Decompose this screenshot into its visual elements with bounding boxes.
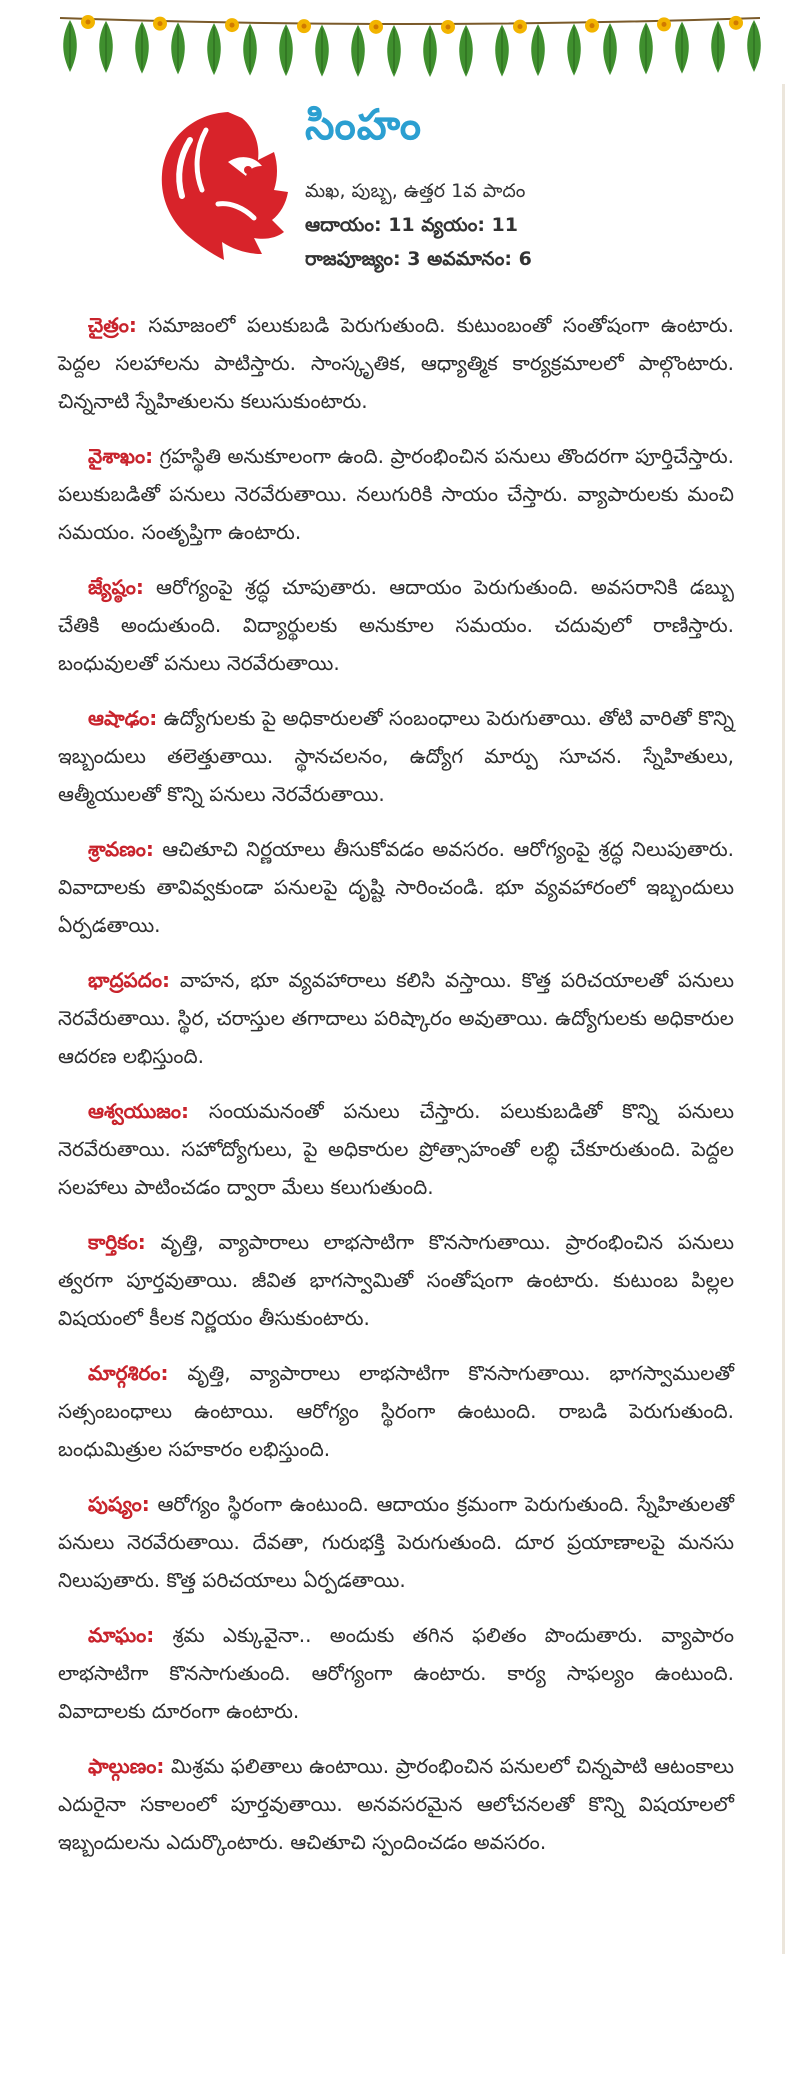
month-name: వైశాఖం: [88, 444, 154, 468]
month-text: వృత్తి, వ్యాపారాలు లాభసాటిగా కొనసాగుతాయి. ప్రారంభించిన పనులు త్వరగా పూర్తవుతాయి. జీవిత భాగస్వామితో సంతోషంగా ఉంటారు. కుటుంబ పిల్లల విషయంలో కీలక నిర్ణయం తీసుకుంటారు. [58, 1230, 735, 1330]
nakshatra-line: మఖ, పుబ్బ, ఉత్తర 1వ పాదం [305, 180, 526, 202]
month-name: మార్గశిరం: [88, 1361, 169, 1385]
month-text: గ్రహస్థితి అనుకూలంగా ఉంది. ప్రారంభించిన పనులు తొందరగా పూర్తిచేస్తారు. పలుకుబడితో పనులు నెరవేరుతాయి. నలుగురికి సాయం చేస్తారు. వ్యాపారులకు మంచి సమయం. సంతృప్తిగా ఉంటారు. [58, 444, 735, 544]
month-name: ఆశ్వయుజం: [88, 1099, 190, 1123]
flower-center [158, 21, 163, 26]
flower-center [302, 24, 307, 29]
month-magham [58, 1616, 734, 1730]
month-bhadrapadam [58, 961, 734, 1075]
flower-center [374, 24, 379, 29]
month-text: వాహన, భూ వ్యవహారాలు కలిసి వస్తాయి. కొత్త పరిచయాలతో పనులు నెరవేరుతాయి. స్థిర, చరాస్తుల తగాదాలు పరిష్కారం అవుతాయి. ఉద్యోగులకు అధికారుల ఆదరణ లభిస్తుంది. [58, 968, 735, 1068]
month-name: ఆషాఢం: [88, 706, 158, 730]
month-name: భాద్రపదం: [88, 968, 171, 992]
flower-center [734, 20, 739, 25]
month-ashadam [58, 699, 734, 813]
month-name: మాఘం: [88, 1623, 155, 1647]
mango-leaf-garland [0, 0, 800, 80]
month-chaitram [58, 306, 734, 420]
flower-center [230, 23, 235, 28]
month-text: శ్రమ ఎక్కువైనా.. అందుకు తగిన ఫలితం పొందుతారు. వ్యాపారం లాభసాటిగా కొనసాగుతుంది. ఆరోగ్యంగా ఉంటారు. కార్య సాఫల్యం ఉంటుంది. వివాదాలకు దూరంగా ఉంటారు. [58, 1623, 734, 1723]
month-name: కార్తికం: [88, 1230, 146, 1254]
month-sravanam [58, 830, 734, 944]
month-text: సమాజంలో పలుకుబడి పెరుగుతుంది. కుటుంబంతో సంతోషంగా ఉంటారు. పెద్దల సలహాలను పాటిస్తారు. సాంస్కృతిక, ఆధ్యాత్మిక కార్యక్రమాలలో పాల్గొంటారు. చిన్ననాటి స్నేహితులను కలుసుకుంటారు. [58, 313, 735, 413]
flower-center [86, 20, 91, 25]
month-phalgunam [58, 1747, 734, 1861]
lion-head-icon [150, 104, 290, 262]
honor-insult-line: రాజపూజ్యం: 3 అవమానం: 6 [305, 248, 532, 270]
month-text: ఉద్యోగులకు పై అధికారులతో సంబంధాలు పెరుగుతాయి. తోటి వారితో కొన్ని ఇబ్బందులు తలెత్తుతాయి. స్థానచలనం, ఉద్యోగ మార్పు సూచన. స్నేహితులు, ఆత్మీయులతో కొన్ని పనులు నెరవేరుతాయి. [58, 706, 734, 806]
month-text: వృత్తి, వ్యాపారాలు లాభసాటిగా కొనసాగుతాయి. భాగస్వాములతో సత్సంబంధాలు ఉంటాయి. ఆరోగ్యం స్థిరంగా ఉంటుంది. రాబడి పెరుగుతుంది. బంధుమిత్రుల సహకారం లభిస్తుంది. [58, 1361, 734, 1461]
income-expense-line: ఆదాయం: 11 వ్యయం: 11 [305, 214, 518, 236]
month-text: మిశ్రమ ఫలితాలు ఉంటాయి. ప్రారంభించిన పనులలో చిన్నపాటి ఆటంకాలు ఎదురైనా సకాలంలో పూర్తవుతాయి. అనవసరమైన ఆలోచనలతో కొన్ని విషయాలలో ఇబ్బందులను ఎదుర్కొంటారు. ఆచితూచి స్పందించడం అవసరం. [58, 1754, 734, 1854]
sign-header [150, 100, 750, 280]
sign-title: సింహం [305, 100, 422, 149]
page-border [782, 84, 785, 1954]
month-karthikam [58, 1223, 734, 1337]
flower-center [662, 22, 667, 27]
month-text: ఆచితూచి నిర్ణయాలు తీసుకోవడం అవసరం. ఆరోగ్యంపై శ్రద్ధ నిలుపుతారు. వివాదాలకు తావివ్వకుండా పనులపై దృష్టి సారించండి. భూ వ్యవహారంలో ఇబ్బందులు ఏర్పడతాయి. [58, 837, 735, 937]
month-margasiram [58, 1354, 734, 1468]
month-aswayujam [58, 1092, 734, 1206]
month-text: ఆరోగ్యం స్థిరంగా ఉంటుంది. ఆదాయం క్రమంగా పెరుగుతుంది. స్నేహితులతో పనులు నెరవేరుతాయి. దేవతా, గురుభక్తి పెరుగుతుంది. దూర ప్రయాణాలపై మనసు నిలుపుతారు. కొత్త పరిచయాలు ఏర్పడతాయి. [58, 1492, 735, 1592]
month-jyeshtam [58, 568, 734, 682]
month-pushyam [58, 1485, 734, 1599]
month-name: జ్యేష్ఠం: [88, 575, 144, 599]
month-text: సంయమనంతో పనులు చేస్తారు. పలుకుబడితో కొన్ని పనులు నెరవేరుతాయి. సహోద్యోగులు, పై అధికారుల ప్రోత్సాహంతో లబ్ధి చేకూరుతుంది. పెద్దల సలహాలు పాటించడం ద్వారా మేలు కలుగుతుంది. [58, 1099, 734, 1199]
month-name: ఫాల్గుణం: [88, 1754, 165, 1778]
month-text: ఆరోగ్యంపై శ్రద్ధ చూపుతారు. ఆదాయం పెరుగుతుంది. అవసరానికి డబ్బు చేతికి అందుతుంది. విద్యార్థులకు అనుకూల సమయం. చదువులో రాణిస్తారు. బంధువులతో పనులు నెరవేరుతాయి. [58, 575, 734, 675]
month-name: చైత్రం: [88, 313, 137, 337]
flower-center [518, 24, 523, 29]
month-name: పుష్యం: [88, 1492, 150, 1516]
sign-details [305, 174, 532, 276]
monthly-predictions [58, 306, 734, 1878]
month-vaisakham [58, 437, 734, 551]
flower-center [446, 24, 451, 29]
flower-center [590, 23, 595, 28]
month-name: శ్రావణం: [88, 837, 154, 861]
